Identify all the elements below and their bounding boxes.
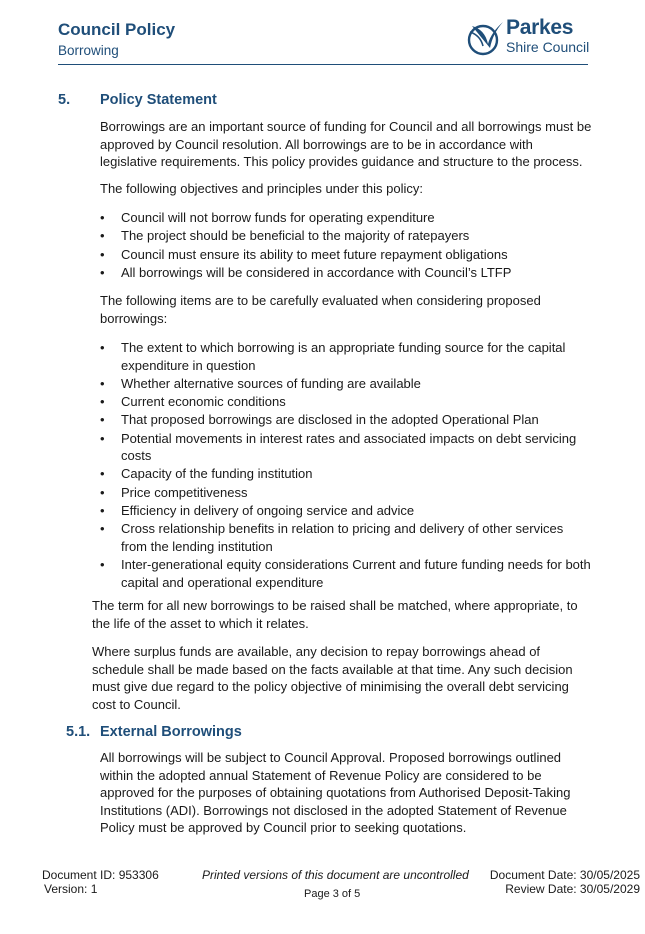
section-number: 5. [58, 92, 71, 108]
list-item: • Cross relationship benefits in relation to pricing and delivery of other services from the lending institution [100, 520, 592, 555]
list-item: • Potential movements in interest rates and associated impacts on debt servicing costs [100, 430, 592, 465]
list-item: • Capacity of the funding institution [100, 465, 592, 483]
document-subtitle: Borrowing [58, 43, 119, 58]
list-item: • Council will not borrow funds for operating expenditure [100, 209, 592, 227]
surplus-paragraph: Where surplus funds are available, any decision to repay borrowings ahead of schedule shall be made based on the facts available at that time. Any such decision must give due regard to the policy objective of minimising the overall debt servicing cost to Council. [92, 644, 573, 712]
list-item: • The extent to which borrowing is an appropriate funding source for the capital expenditure in question [100, 339, 592, 374]
footer-notice: Printed versions of this document are uncontrolled [202, 868, 469, 882]
section-title: Policy Statement [100, 92, 217, 108]
list-item: • Price competitiveness [100, 484, 592, 502]
list-item: • Current economic conditions [100, 393, 592, 411]
list-item: • That proposed borrowings are disclosed in the adopted Operational Plan [100, 411, 592, 429]
header-divider [58, 64, 588, 65]
document-title: Council Policy [58, 20, 176, 39]
objectives-list [100, 209, 592, 281]
section-number: 5.1. [66, 724, 91, 740]
logo-name: Parkes [506, 16, 574, 39]
council-logo [466, 18, 596, 60]
external-borrowings-paragraph: All borrowings will be subject to Council Approval. Proposed borrowings outlined within the adopted annual Statement of Revenue Policy are considered to be approved for the purposes of obtaining quotations from Authorised Deposit-Taking Institutions (ADI). Borrowings not disclosed in the adopted Statement of Revenue Policy must be approved by Council prior to seeking quotations. [100, 750, 571, 835]
evaluate-lead: The following items are to be carefully evaluated when considering proposed borrowings: [100, 293, 541, 326]
footer-page-number: Page 3 of 5 [304, 888, 361, 900]
logo-subname: Shire Council [506, 39, 590, 55]
section-title: External Borrowings [100, 724, 242, 740]
list-item: • All borrowings will be considered in accordance with Council’s LTFP [100, 264, 592, 282]
evaluate-list [100, 339, 592, 591]
bird-logo-icon [466, 18, 504, 58]
intro-paragraph: Borrowings are an important source of funding for Council and all borrowings must be approved by Council resolution. All borrowings are to be in accordance with legislative requirements. This policy provides guidance and structure to the process. [100, 119, 592, 169]
footer-document-id: Document ID: 953306 [42, 868, 159, 882]
footer-document-date: Document Date: 30/05/2025 [489, 868, 640, 882]
list-item: • Efficiency in delivery of ongoing service and advice [100, 502, 592, 520]
objectives-lead: The following objectives and principles under this policy: [100, 181, 424, 196]
footer-version: Version: 1 [44, 882, 98, 896]
list-item: • The project should be beneficial to the majority of ratepayers [100, 227, 592, 245]
footer-review-date: Review Date: 30/05/2029 [505, 882, 640, 896]
term-paragraph: The term for all new borrowings to be raised shall be matched, where appropriate, to the life of the asset to which it relates. [92, 598, 578, 631]
list-item: • Whether alternative sources of funding are available [100, 375, 592, 393]
list-item: • Inter-generational equity considerations Current and future funding needs for both capital and operational expenditure [100, 556, 592, 591]
list-item: • Council must ensure its ability to meet future repayment obligations [100, 246, 592, 264]
